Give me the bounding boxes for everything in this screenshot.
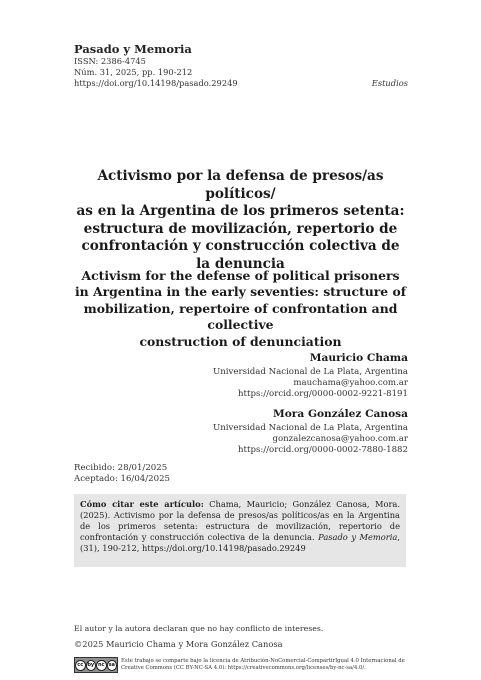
author-email[interactable]: mauchama@yahoo.com.ar (293, 378, 408, 388)
by-icon: by (86, 660, 97, 671)
license-text: Este trabajo se comparte bajo la licencia de Atribución-NoComercial-CompartirIgual 4.0 Internacional de Creative Commons (CC BY-NC-SA 4.0): https://creativecommons.org/licenses/by-nc-sa/4.0/. (121, 658, 405, 671)
citation-box (74, 494, 406, 567)
title-es-line: confrontación y construcción colectiva de (81, 238, 400, 255)
title-en-line: in Argentina in the early seventies: structure of (74, 284, 407, 300)
issn: ISSN: 2386-4745 (74, 56, 146, 66)
citation-label: Cómo citar este artículo: (80, 499, 204, 509)
nc-icon: nc (96, 660, 107, 671)
author-orcid[interactable]: https://orcid.org/0000-0002-7880-1882 (238, 445, 408, 455)
conflict-statement: El autor y la autora declaran que no hay conflicto de intereses. (74, 624, 324, 633)
title-es-line: la denuncia (196, 255, 285, 272)
title-en-line: mobilization, repertoire of confrontation and collective (83, 300, 398, 333)
citation-text: Chama, Mauricio; González Canosa, Mora. (2025). Activismo por la defensa de presos/as políticos/as en la Argentina de los primeros setenta: estructura de movilización, repertorio de confrontación y construcción colectiva de la denuncia. (80, 499, 400, 542)
author-details (108, 423, 408, 456)
author-name: Mauricio Chama (309, 352, 408, 364)
citation-journal: Pasado y Memoria (318, 532, 398, 542)
cc-license-icon[interactable] (74, 657, 118, 673)
title-en-line: Activism for the defense of political prisoners (81, 268, 400, 283)
author-affiliation: Universidad Nacional de La Plata, Argentina (213, 423, 408, 433)
cc-icon: cc (75, 660, 86, 671)
author-details (108, 367, 408, 400)
received-date: Recibido: 28/01/2025 (74, 463, 168, 473)
issue-info: Núm. 31, 2025, pp. 190-212 (74, 67, 193, 77)
journal-name: Pasado y Memoria (74, 42, 192, 56)
sa-icon: sa (107, 660, 118, 671)
author-orcid[interactable]: https://orcid.org/0000-0002-9221-8191 (238, 389, 408, 399)
copyright: ©2025 Mauricio Chama y Mora González Canosa (74, 639, 283, 649)
title-es-line: estructura de movilización, repertorio de (83, 220, 398, 237)
doi-link[interactable]: https://doi.org/10.14198/pasado.29249 (74, 78, 238, 88)
title-spanish (60, 168, 421, 274)
author-name: Mora González Canosa (273, 408, 408, 420)
title-es-line: Activismo por la defensa de presos/as políticos/ (97, 168, 384, 202)
author-email[interactable]: gonzalezcanosa@yahoo.com.ar (272, 434, 408, 444)
title-es-line: as en la Argentina de los primeros setenta: (76, 203, 405, 220)
citation-doi[interactable]: , (31), 190-212, https://doi.org/10.14198/pasado.29249 (80, 532, 400, 553)
section-label: Estudios (371, 78, 408, 88)
author-affiliation: Universidad Nacional de La Plata, Argentina (213, 367, 408, 377)
title-english (60, 268, 421, 350)
title-en-line: construction of denunciation (139, 333, 342, 349)
accepted-date: Aceptado: 16/04/2025 (74, 474, 171, 484)
